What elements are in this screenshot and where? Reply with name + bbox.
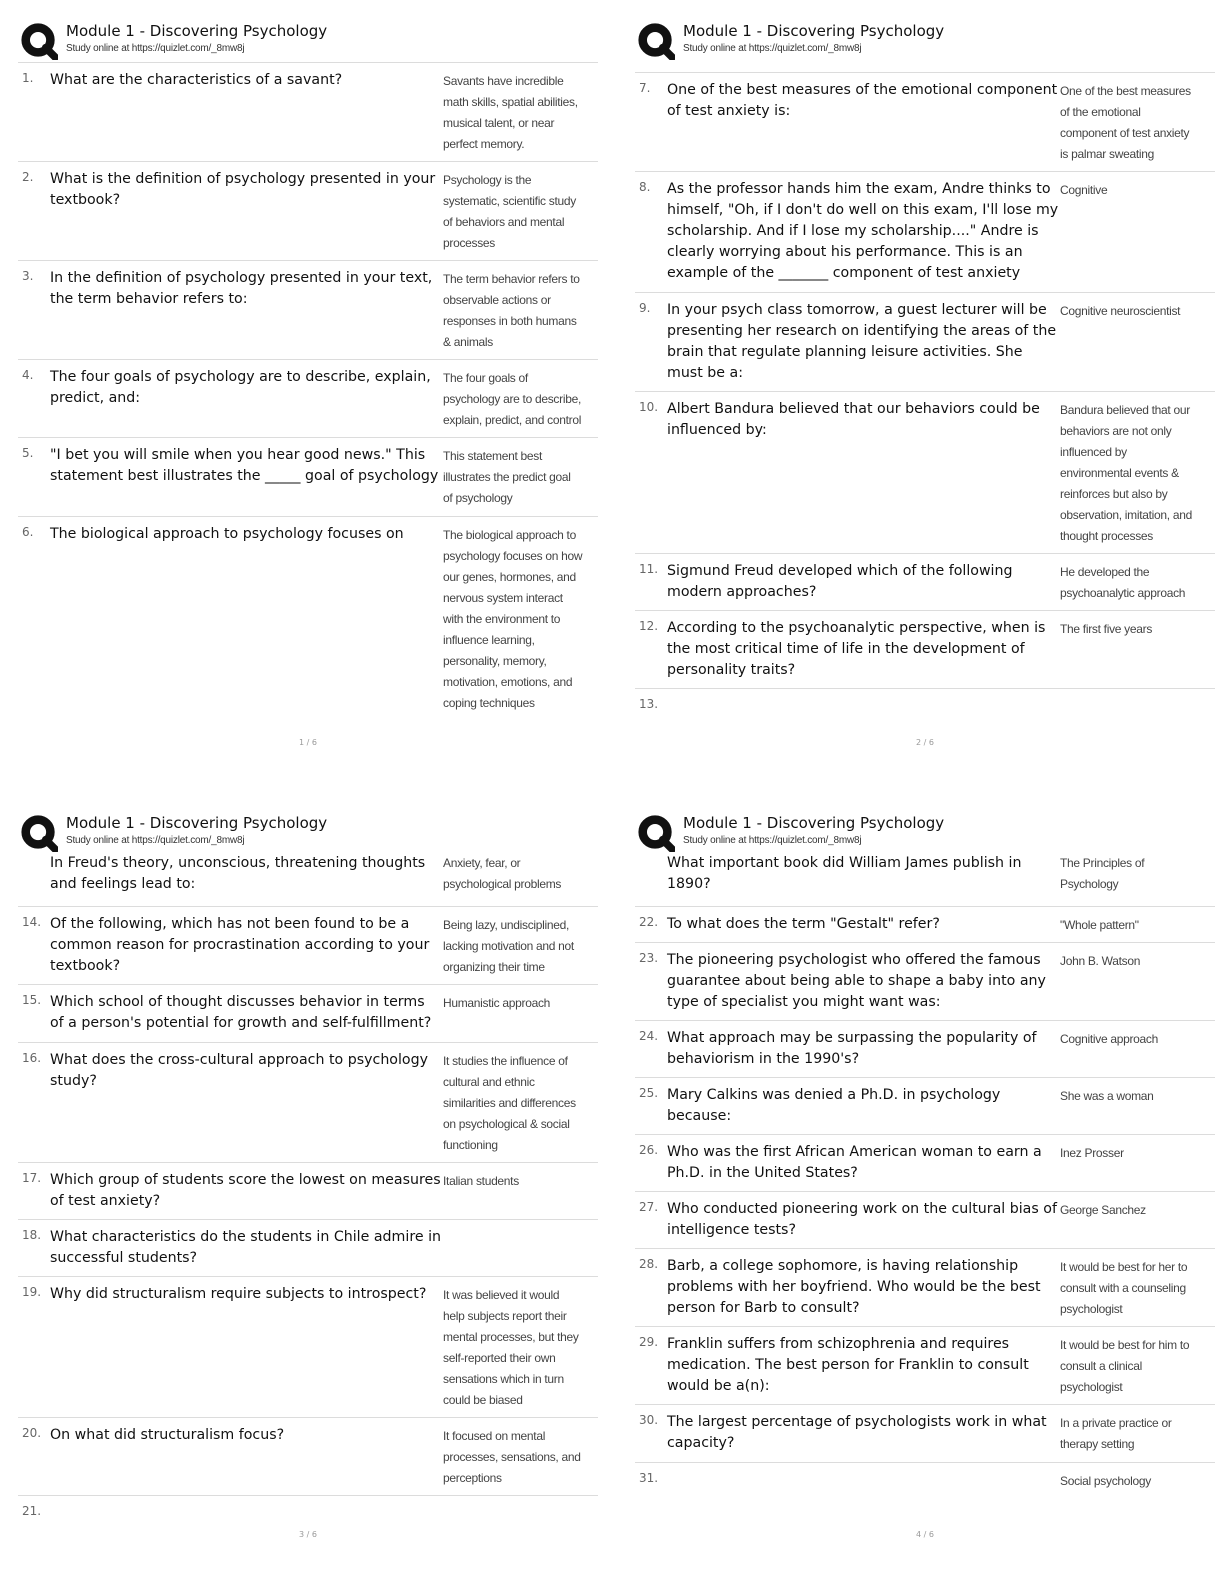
answer-text: This statement best illustrates the predict goal of psychology [443,449,571,505]
answer-text: Inez Prosser [1060,1146,1124,1160]
answer-text: Savants have incredible math skills, spatial abilities, musical talent, or near perfect memory. [443,74,578,151]
question-text: The largest percentage of psychologists work in what capacity? [667,1414,1047,1451]
question-text: Who conducted pioneering work on the cultural bias of intelligence tests? [667,1201,1057,1238]
answer-text: The Principles of Psychology [1060,856,1145,891]
list-item [635,688,1215,729]
question-text: "I bet you will smile when you hear good news." This statement best illustrates the _____ goal of psychology [50,447,439,484]
item-number: 10. [639,400,659,414]
list-item [635,171,1215,292]
item-number: 2. [22,170,34,184]
question-text: Barb, a college sophomore, is having relationship problems with her boyfriend. Who would be the best person for Barb to consult? [667,1258,1041,1316]
page-number: 3 / 6 [299,1530,317,1539]
question-text: The biological approach to psychology focuses on [50,526,404,542]
answer-text: Social psychology [1060,1474,1151,1488]
item-number: 26. [639,1143,659,1157]
list-item [18,1162,598,1219]
answer-text: One of the best measures of the emotional component of test anxiety is palmar sweating [1060,84,1191,161]
page-header [18,16,598,62]
answer-text: It would be best for her to consult with a counseling psychologist [1060,1260,1188,1316]
question-text: Who was the first African American woman to earn a Ph.D. in the United States? [667,1144,1042,1181]
page-title: Module 1 - Discovering Psychology [66,22,328,40]
item-number: 1. [22,71,34,85]
answer-text: She was a woman [1060,1089,1154,1103]
question-text: According to the psychoanalytic perspective, when is the most critical time of life in the development of personality traits? [667,620,1046,678]
question-text: As the professor hands him the exam, Andre thinks to himself, "Oh, if I don't do well on this exam, I'll lose my scholarship. And if I lose my scholarship...." Andre is clearly worrying about his performance. This is an example of the _______ component of test anxiety [667,181,1059,281]
item-number: 22. [639,915,659,929]
item-number: 13. [639,697,659,711]
question-text: Of the following, which has not been found to be a common reason for procrastination according to your textbook? [50,916,430,974]
list-item [18,984,598,1041]
answer-text: Psychology is the systematic, scientific study of behaviors and mental processes [443,173,576,250]
list-item [18,1276,598,1417]
item-number: 14. [22,915,42,929]
answer-text: John B. Watson [1060,954,1141,968]
list-item [635,1248,1215,1326]
list-item [18,359,598,437]
list-item [635,1077,1215,1134]
answer-text: Cognitive approach [1060,1032,1159,1046]
item-number: 5. [22,446,34,460]
answer-text: In a private practice or therapy setting [1060,1416,1172,1451]
question-text: To what does the term "Gestalt" refer? [667,916,940,932]
list-item [635,1134,1215,1191]
list-item [635,292,1215,391]
question-text: What important book did William James publish in 1890? [667,855,1022,892]
question-text: Why did structuralism require subjects to introspect? [50,1286,427,1302]
question-text: In the definition of psychology presented in your text, the term behavior refers to: [50,270,433,307]
study-online-link[interactable]: Study online at https://quizlet.com/_8mw8j [66,43,245,54]
question-text: Franklin suffers from schizophrenia and requires medication. The best person for Franklin to consult would be a(n): [667,1336,1029,1394]
answer-text: It would be best for him to consult a clinical psychologist [1060,1338,1190,1394]
page-title: Module 1 - Discovering Psychology [683,814,945,832]
item-number: 19. [22,1285,42,1299]
quizlet-logo-icon [637,22,675,60]
page-number: 1 / 6 [299,738,317,747]
study-online-link[interactable]: Study online at https://quizlet.com/_8mw8j [66,835,245,846]
item-number: 25. [639,1086,659,1100]
list-item [635,1462,1215,1499]
item-number: 4. [22,368,34,382]
list-item [635,847,1215,897]
page-4 [635,792,1215,1572]
list-item [635,942,1215,1020]
question-text: Which group of students score the lowest on measures of test anxiety? [50,1172,441,1209]
question-text: What is the definition of psychology presented in your textbook? [50,171,436,208]
question-text: What characteristics do the students in Chile admire in successful students? [50,1229,442,1266]
answer-text: Bandura believed that our behaviors are not only influenced by environmental events & reinforces but also by observation, imitation, and thought processes [1060,403,1192,543]
list-item [635,1326,1215,1404]
list-item [18,1219,598,1276]
question-text: What does the cross-cultural approach to psychology study? [50,1052,429,1089]
item-number: 30. [639,1413,659,1427]
question-text: What are the characteristics of a savant? [50,72,343,88]
item-number: 24. [639,1029,659,1043]
item-number: 27. [639,1200,659,1214]
list-item [18,1417,598,1495]
item-number: 16. [22,1051,42,1065]
list-item [18,161,598,260]
item-number: 8. [639,180,651,194]
list-item [18,906,598,983]
question-text: The four goals of psychology are to describe, explain, predict, and: [50,369,431,406]
answer-text: The term behavior refers to observable actions or responses in both humans & animals [443,272,580,349]
answer-text: Humanistic approach [443,996,551,1010]
question-text: On what did structuralism focus? [50,1427,285,1443]
question-text: Albert Bandura believed that our behaviors could be influenced by: [667,401,1040,438]
answer-text: Being lazy, undisciplined, lacking motivation and not organizing their time [443,918,574,974]
answer-text: The four goals of psychology are to describe, explain, predict, and control [443,371,582,427]
page-1 [18,0,598,780]
item-number: 29. [639,1335,659,1349]
list-item [18,847,598,897]
list-item [18,1042,598,1161]
item-number: 20. [22,1426,42,1440]
question-text: One of the best measures of the emotional component of test anxiety is: [667,82,1058,119]
page-number: 4 / 6 [916,1530,934,1539]
page-2 [635,0,1215,780]
question-text: Which school of thought discusses behavior in terms of a person's potential for growth and self-fulfillment? [50,994,432,1031]
question-text: The pioneering psychologist who offered the famous guarantee about being able to shape a baby into any type of specialist you might want was: [667,952,1046,1010]
list-item [635,391,1215,553]
answer-text: It focused on mental processes, sensations, and perceptions [443,1429,581,1485]
answer-text: It was believed it would help subjects report their mental processes, but they self-reported their own sensations which in turn could be biased [443,1288,579,1407]
item-number: 31. [639,1471,659,1485]
list-item [635,1020,1215,1077]
page-title: Module 1 - Discovering Psychology [66,814,328,832]
question-text: In Freud's theory, unconscious, threatening thoughts and feelings lead to: [50,855,426,892]
page-number: 2 / 6 [916,738,934,747]
item-number: 15. [22,993,42,1007]
list-item [18,260,598,359]
question-text: In your psych class tomorrow, a guest lecturer will be presenting her research on identifying the areas of the brain that regulate planning leisure activities. She must be a: [667,302,1057,381]
item-number: 7. [639,81,651,95]
list-item [635,906,1215,943]
answer-text: The biological approach to psychology focuses on how our genes, hormones, and nervous system interact with the environment to influence learning, personality, memory, motivation, emotions, and coping techniques [443,528,583,710]
answer-text: Anxiety, fear, or psychological problems [443,856,562,891]
item-number: 6. [22,525,34,539]
item-number: 11. [639,562,659,576]
item-number: 18. [22,1228,42,1242]
list-item [635,553,1215,610]
answer-text: Cognitive neuroscientist [1060,304,1181,318]
page-3 [18,792,598,1572]
answer-text: The first five years [1060,622,1153,636]
study-online-link[interactable]: Study online at https://quizlet.com/_8mw8j [683,835,862,846]
list-item [635,1404,1215,1461]
answer-text: "Whole pattern" [1060,918,1139,932]
quizlet-logo-icon [20,22,58,60]
item-number: 12. [639,619,659,633]
study-online-link[interactable]: Study online at https://quizlet.com/_8mw8j [683,43,862,54]
answer-text: Cognitive [1060,183,1108,197]
question-text: Sigmund Freud developed which of the following modern approaches? [667,563,1013,600]
item-number: 9. [639,301,651,315]
answer-text: George Sanchez [1060,1203,1146,1217]
answer-text: Italian students [443,1174,519,1188]
question-text: What approach may be surpassing the popularity of behaviorism in the 1990's? [667,1030,1037,1067]
list-item [635,1191,1215,1248]
item-number: 17. [22,1171,42,1185]
list-item [18,1495,598,1526]
list-item [18,437,598,515]
page-title: Module 1 - Discovering Psychology [683,22,945,40]
page-header [635,16,1215,62]
item-number: 21. [22,1504,42,1518]
item-number: 3. [22,269,34,283]
question-text: Mary Calkins was denied a Ph.D. in psychology because: [667,1087,1001,1124]
answer-text: It studies the influence of cultural and ethnic similarities and differences on psychological & social functioning [443,1054,576,1152]
list-item [635,72,1215,171]
list-item [635,610,1215,688]
list-item [18,516,598,737]
item-number: 23. [639,951,659,965]
answer-text: He developed the psychoanalytic approach [1060,565,1186,600]
list-item [18,62,598,161]
item-number: 28. [639,1257,659,1271]
